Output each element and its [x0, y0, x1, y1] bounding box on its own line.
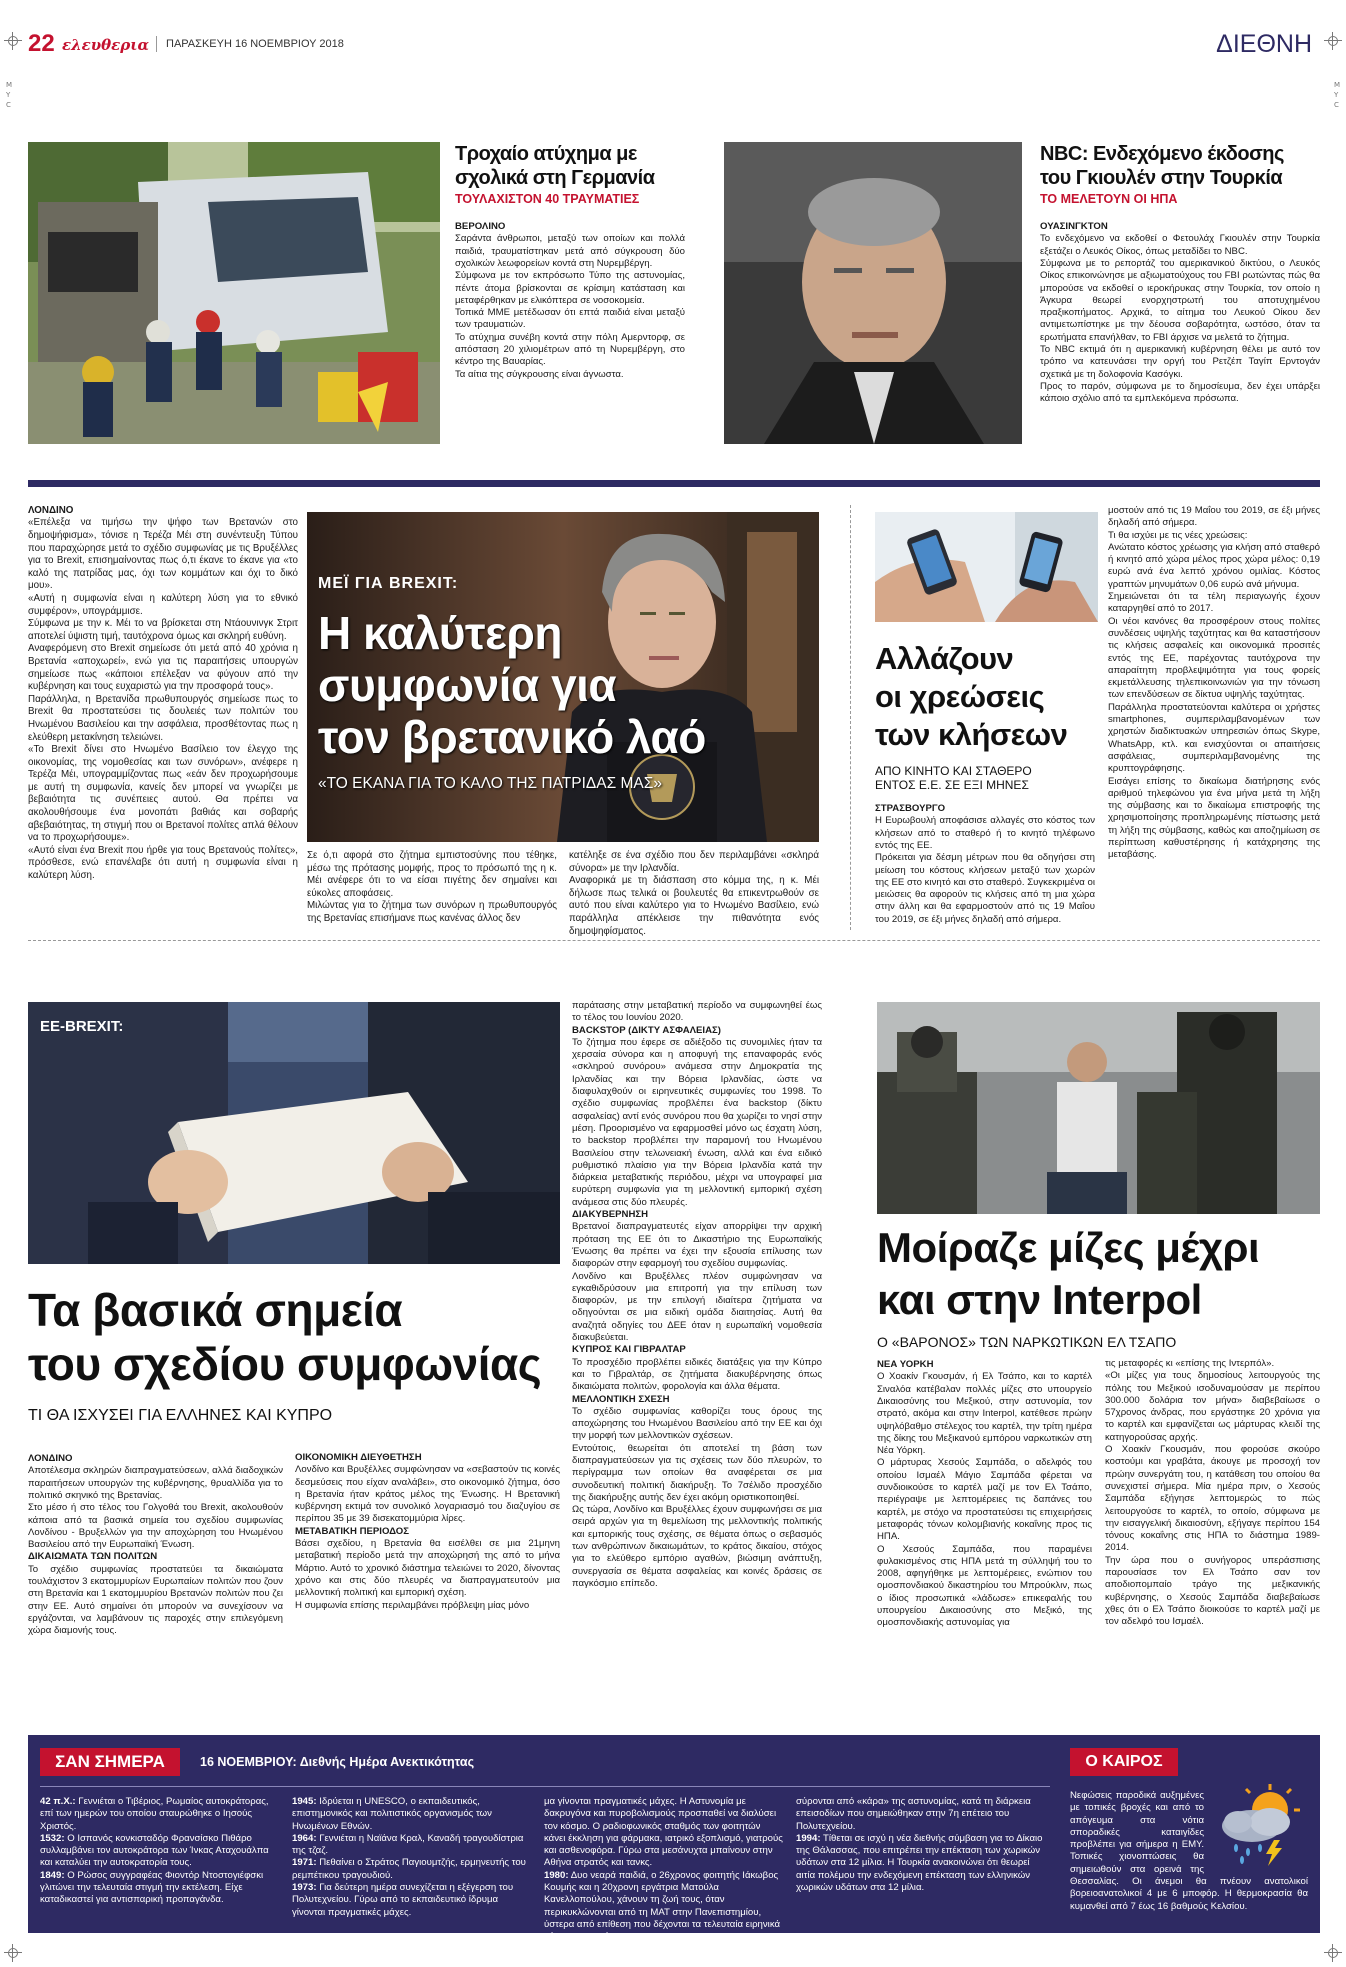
- germany-headline-line1: Τροχαίο ατύχημα με: [455, 143, 637, 165]
- paragraph: Σύμφωνα με το ρεπορτάζ του αμερικανικού δικτύου, ο Λευκός Οίκος επικοινώνησε με αξιωματούχους του FBI ρωτώντας πώς θα μπορούσε να εκδοθεί ο ιεροκήρυκας στην Τουρκία, τον οποίο η Άγκυρα θεωρεί ενορχηστρωτή του αποτυχημένου πραξικοπήματος. Αρχικά, το αίτημα του Λευκού Οίκου δεν αντιμετωπίστηκε με την δέουσα σοβαρότητα, ωστόσο, όταν τα ερωτήματα επανήλθαν, το FBI άρχισε να μελετά το ζήτημα.: [1040, 258, 1320, 343]
- paragraph: Το ζήτημα που έφερε σε αδιέξοδο τις συνομιλίες ήταν τα χερσαία σύνορα και η αποφυγή της επαναφοράς ενός «σκληρού συνόρου» ανάμεσα στην Δημοκρατία της Ιρλανδίας και την Βόρεια Ιρλανδίας, ώστε να διαφυλαχθούν οι ειρηνευτικές συμφωνίες του 1998. Το σχέδιο συμφωνίας προβλέπει ένα backstop (δίκτυ ασφαλείας) αντί ενός συνόρου που θα χωρίζει το νησί στην μέση. Προορισμένο να εφαρμοσθεί μόνο ως έσχατη λύση, το backstop προβλέπει την παραμονή του Ηνωμένου Βασιλείου στην τελωνειακή ένωση, αλλά και ένα ειδικό ρυθμιστικό πλαίσιο για την Βόρεια Ιρλανδία κατά την διάρκεια μεταβατικής περιόδου, μέχρι να υπογραφεί μια ευρύτερη συμφωνία για τη μελλοντική εμπορική σχέση ανάμεσα στις δύο πλευρές.: [572, 1036, 822, 1208]
- roaming-headline-line1: Αλλάζουν: [875, 641, 1014, 676]
- ee-brexit-subtitle: ΤΙ ΘΑ ΙΣΧΥΣΕΙ ΓΙΑ ΕΛΛΗΝΕΣ ΚΑΙ ΚΥΠΡΟ: [28, 1407, 333, 1424]
- page-header: [28, 30, 1318, 64]
- paragraph: Πρόκειται για δέσμη μέτρων που θα οδηγήσει στη μείωση του κόστους κλήσεων μεταξύ των χωρών της ΕΕ στο κινητό και στο σταθερό. Συγκεκριμένα οι μειώσεις θα αφορούν τις κλήσεις από τη μια χώρα στην άλλη και θα εφαρμοστούν από τις 19 Μαΐου του 2019, σε έξι μήνες δηλαδή από σήμερα.: [875, 852, 1095, 925]
- registration-mark-top-right: [1324, 32, 1342, 50]
- history-year: 1849:: [40, 1869, 65, 1881]
- history-entry: [40, 1870, 280, 1907]
- history-text: Πεθαίνει ο Στράτος Παγιουμτζής, ερμηνευτής του ρεμπέτικου τραγουδιού.: [292, 1857, 526, 1881]
- paragraph: παράτασης στην μεταβατική περίοδο να συμφωνηθεί έως το τέλος του Ιουνίου 2020.: [572, 1000, 822, 1024]
- chapo-subtitle: Ο «ΒΑΡΟΝΟΣ» ΤΩΝ ΝΑΡΚΩΤΙΚΩΝ ΕΛ ΤΣΑΠΟ: [877, 1334, 1177, 1350]
- history-text: Γεννιέται ο Τιβέριος, Ρωμαίος αυτοκράτορας, επί των ημερών του οποίου σταυρώθηκε ο Ιησούς Χριστός.: [40, 1796, 269, 1832]
- subheading: ΔΙΚΑΙΩΜΑΤΑ ΤΩΝ ΠΟΛΙΤΩΝ: [28, 1551, 158, 1563]
- roaming-kicker-line2: ΕΝΤΟΣ Ε.Ε. ΣΕ ΕΞΙ ΜΗΝΕΣ: [875, 778, 1029, 792]
- paragraph: Τοπικά ΜΜΕ μετέδωσαν ότι επτά παιδιά είναι μεταξύ των τραυματιών.: [455, 307, 685, 331]
- ee-brexit-kicker: ΕΕ-BREXIT:: [40, 1018, 124, 1035]
- ee-brexit-headline-line1: Τα βασικά σημεία: [28, 1284, 403, 1336]
- history-entry: [544, 1796, 784, 1870]
- paragraph: Παράλληλα, η Βρετανίδα πρωθυπουργός σημείωσε πως το Brexit θα προστατεύσει τις δουλειές των πολιτών του Ηνωμένου Βασιλείου και την ασφάλεια, προσθέτοντας πως η ελεύθερη μετακίνηση τελειώνει.: [28, 693, 298, 743]
- footer-inner-divider: [40, 1786, 1050, 1787]
- paragraph: Τα αίτια της σύγκρουσης είναι άγνωστα.: [455, 368, 624, 380]
- paragraph: «Αυτό είναι ένα Brexit που ήρθε για τους Βρετανούς πολίτες», πρόσθεσε, ενώ επανέλαβε ότι αυτή η συμφωνία είναι η καλύτερη λύση.: [28, 844, 298, 882]
- weather-text: Νεφώσεις παροδικά αυξημένες με τοπικές βροχές και από το απόγευμα στα νότια σποραδικές καταιγίδες προβλέπει για σήμερα η ΕΜΥ. Τοπικές χιονοπτώσεις θα σημειωθούν στα ορεινά της Θεσσαλίας. Οι άνεμοι θα πνέουν ανατολικοί βορειοανατολικοί 4 με 6 μποφόρ. Η θερμοκρασία θα κυμανθεί από 7 έως 16 βαθμούς Κελσίου.: [1070, 1790, 1308, 1912]
- paragraph: Ανώτατο κόστος χρέωσης για κλήση από σταθερό ή κινητό από χώρα μέλος προς χώρα μέλος: 0,19 ευρώ ανά ένα λεπτό χρόνου ομιλίας. Κόστος γραπτών μηνυμάτων 0,06 ευρώ ανά μήνυμα.: [1108, 541, 1320, 590]
- paragraph: Ως τώρα, Λονδίνο και Βρυξέλλες έχουν συμφωνήσει σε μια σειρά αρχών για τη θεμελίωση της μελλοντικής πολιτικής και εμπορικής τους σχέσης, σε θέματα όπως ο σεβασμός των ανθρώπινων δικαιωμάτων, το κράτος δικαίου, στόχος για το ελεύθερο εμπόριο αγαθών, βιώσιμη ανάπτυξη, συνεργασία σε θέματα ασφαλείας και κοινές δράσεις σε παγκόσμιο επίπεδο.: [572, 1504, 822, 1589]
- el-chapo-arrest-photo: [877, 1002, 1320, 1214]
- paragraph: Σύμφωνα με τον εκπρόσωπο Τύπο της αστυνομίας, πέντε άτομα βρίσκονται σε κρίσιμη κατάσταση και μεταφέρθηκαν με ελικόπτερα σε νοσοκομεία.: [455, 270, 685, 306]
- history-text: Ιδρύεται η UNESCO, ο εκπαιδευτικός, επιστημονικός και πολιτιστικός οργανισμός των Ηνωμένων Εθνών.: [292, 1796, 492, 1832]
- today-label: [40, 1748, 180, 1776]
- section-name: ΔΙΕΘΝΗ: [1216, 30, 1312, 58]
- chapo-col2: [1105, 1358, 1320, 1629]
- history-year: 1973:: [292, 1882, 317, 1894]
- history-entry: [796, 1796, 1050, 1833]
- history-year: 1994:: [796, 1832, 821, 1844]
- history-text: Τίθεται σε ισχύ η νέα διεθνής σύμβαση για το Δίκαιο της Θάλασσας, που επιτρέπει την επέκταση των χωρικών υδάτων στα 12 μίλια. Η Τουρκία ανακοινώνει ότι θεωρεί αιτία πολέμου την ενδεχόμενη επέκταση των ελληνικών χωρικών υδάτων στα 12 μίλια.: [796, 1832, 1043, 1894]
- ee-brexit-headline-block: [28, 1283, 568, 1425]
- may-kicker: ΜΕΪ ΓΙΑ BREXIT:: [318, 575, 459, 592]
- paragraph: Αναφερόμενη στο Brexit σημείωσε ότι μετά από 40 χρόνια η Βρετανία «αποχωρεί», ενώ για τις παραιτήσεις υπουργών σημείωσε πως «κάποιοι επέλεξαν να φύγουν από την κυβέρνηση και τους ευχαριστώ για την προσφορά τους».: [28, 643, 298, 693]
- may-quote: «ΤΟ ΕΚΑΝΑ ΓΙΑ ΤΟ ΚΑΛΟ ΤΗΣ ΠΑΤΡΙΔΑΣ ΜΑΣ»: [318, 775, 662, 792]
- mobile-phone-photo: [875, 512, 1098, 622]
- history-year: 1945:: [292, 1796, 317, 1807]
- history-year: 1980:: [544, 1869, 569, 1881]
- paragraph: Το ενδεχόμενο να εκδοθεί ο Φετουλάχ Γκιουλέν στην Τουρκία εξετάζει ο Λευκός Οίκος, όπως μεταδίδει το NBC.: [1040, 233, 1320, 257]
- paragraph: Βάσει σχεδίου, η Βρετανία θα εισέλθει σε μια 21μηνη μεταβατική περίοδο μετά την αποχώρησή της από το μήνα Μάρτιο. Αυτό το χρονικό διάστημα τελειώνει το 2020, δίνοντας χρόνο και στις δύο πλευρές να διαπραγματευτούν μια μελλοντική πολιτική και εμπορική σχέση.: [295, 1538, 560, 1599]
- paper-name: ελευθερια: [62, 36, 150, 54]
- history-entry: [40, 1833, 280, 1870]
- history-entry: [544, 1870, 784, 1944]
- history-text: σύρονται από «κάρα» της αστυνομίας, κατά τη διάρκεια επεισοδίων που σημειώθηκαν στην 7η επέτειο του Πολυτεχνείου.: [796, 1796, 1031, 1832]
- color-bar-right: M Υ C: [1333, 81, 1340, 109]
- history-entry: [292, 1796, 532, 1833]
- color-bar-left: M Υ C: [6, 81, 13, 109]
- column-divider: [850, 505, 851, 930]
- history-year: 1971:: [292, 1857, 317, 1869]
- history-year: 42 π.Χ.:: [40, 1796, 76, 1807]
- may-headline-line1: Η καλύτερη: [318, 607, 562, 659]
- paragraph: Εισάγει επίσης το δικαίωμα διατήρησης ενός αριθμού τηλεφώνου για ένα μήνα μετά τη λήξη της σύμβασης και το δικαίωμα επιστροφής της χρησιμοποίησης προπληρωμένης πίστωσης μετά τη λήξη της σύμβασης, καθώς και αποζημίωση σε περίπτωση καθυστέρησης ή κατάχρησης της μεταβάσης.: [1108, 775, 1320, 861]
- paragraph: «Αυτή η συμφωνία είναι η καλύτερη λύση για το εθνικό συμφέρον», υπογράμμισε.: [28, 592, 298, 617]
- subheading: ΔΙΑΚΥΒΕΡΝΗΣΗ: [572, 1209, 649, 1221]
- history-text: μα γίνονται πραγματικές μάχες. Η Αστυνομία με δακρυγόνα και πυροβολισμούς προσπαθεί να διαλύσει τον κόσμο. Ο ραδιοφωνικός σταθμός των φοιτητών κάνει έκκληση για φάρμακα, ιατρικό εξοπλισμό, γιατρούς και ασθενοφόρα. Γύρω στα μεσάνυχτα μπαίνουν στην Αθήνα στρατός και τανκς.: [544, 1796, 783, 1869]
- section-divider-dashed: [28, 940, 1320, 941]
- chapo-col1: [877, 1358, 1092, 1630]
- may-article-col1: [28, 504, 298, 883]
- paragraph: Το ατύχημα συνέβη κοντά στην πόλη Αμερντορφ, σε απόσταση 20 χιλιομέτρων από τη Νυρεμβέργη, στο κέντρο της Βαυαρίας.: [455, 331, 685, 368]
- paragraph: κατέληξε σε ένα σχέδιο που δεν περιλαμβάνει «σκληρά σύνορα» με την Ιρλανδία.: [569, 850, 819, 874]
- paragraph: Λονδίνο και Βρυξέλλες πλέον συμφώνησαν να εγκαθιδρύσουν μια επιτροπή για την επίλυση των διαφορών, με την επιλογή ιδιαίτερα ζητήματα να οδηγούνται σε μια ειδική ομάδα διαιτησίας. Αυτή θα αναζητά οδηγίες του ΔΕΕ όταν η ευρωπαϊκή νομοθεσία διακυβεύεται.: [572, 1270, 822, 1344]
- today-heading: [200, 1755, 474, 1769]
- paragraph: Η συμφωνία επίσης περιλαμβάνει πρόβλεψη μίας μόνο: [295, 1599, 530, 1611]
- subheading: ΟΙΚΟΝΟΜΙΚΗ ΔΙΕΥΘΕΤΗΣΗ: [295, 1452, 422, 1463]
- paragraph: Το NBC εκτιμά ότι η αμερικανική κυβέρνηση θέλει με αυτό τον τρόπο να κατευνάσει την οργή του Ρετζέπ Ταγίπ Ερντογάν σχετικά με τη δολοφονία Κασόγκι.: [1040, 344, 1320, 380]
- history-entry: [292, 1857, 532, 1882]
- paragraph: Τι θα ισχύει με τις νέες χρεώσεις:: [1108, 529, 1248, 541]
- history-col3: [544, 1796, 784, 1944]
- history-entry: [40, 1796, 280, 1833]
- nbc-headline-line1: NBC: Ενδεχόμενο έκδοσης: [1040, 143, 1284, 165]
- subheading: BACKSTOP (ΔΙΚΤΥ ΑΣΦΑΛΕΙΑΣ): [572, 1024, 721, 1036]
- paragraph: Αποτέλεσμα σκληρών διαπραγματεύσεων, αλλά διαδοχικών παραιτήσεων υπουργών της κυβέρνησης, θρυαλλίδα για το πολιτικό σκηνικό της Βρετανίας.: [28, 1465, 283, 1501]
- may-article-col3: [569, 850, 819, 938]
- chapo-headline-block: [877, 1222, 1320, 1350]
- paragraph: Εντούτοις, θεωρείται ότι αποτελεί τη βάση των διαπραγματεύσεων για τις σχέσεις των δύο πλευρών, το περίγραμμα των οποίων θα αναφέρεται σε μια συνοδευτική πολιτική διακήρυξη. Το 7σέλιδο προσχέδιο της διακήρυξης αυτής δεν έχει ακόμη οριστικοποιηθεί.: [572, 1442, 822, 1503]
- bus-crash-photo: [28, 142, 440, 444]
- dateline: ΣΤΡΑΣΒΟΥΡΓΟ: [875, 803, 946, 814]
- weather-label-text: Ο ΚΑΙΡΟΣ: [1085, 1753, 1163, 1770]
- dateline: ΝΕΑ ΥΟΡΚΗ: [877, 1359, 934, 1370]
- paragraph: Μιλώντας για το ζήτημα των συνόρων η πρωθυπουργός της Βρετανίας επισήμανε πως κανένας άλλος δεν: [307, 900, 557, 924]
- may-headline-line2: συμφωνία για: [318, 659, 617, 711]
- paragraph: Λονδίνο και Βρυξέλλες συμφώνησαν να «σεβαστούν τις κοινές δεσμεύσεις που είχαν αναλάβει», στο οικονομικό ζήτημα, όσο η Βρετανία ήταν κράτος μέλος της Ένωσης. Η Βρετανική κυβέρνηση εκτιμά τον συνολικό λογαριασμό του διαζυγίου σε περίπου 35 με 39 δισεκατομμύρια λίρες.: [295, 1464, 560, 1525]
- paragraph: «Το Brexit δίνει στο Ηνωμένο Βασίλειο τον έλεγχο της οικονομίας, της νομοθεσίας και των συνόρων», ανέφερε η Τερέζα Μέι, υπογραμμίζοντας πως «εάν δεν προχωρήσουμε με αυτή τη συμφωνία, κανείς δεν μπορεί να γνωρίζει με βεβαιότητα τις συνέπειες αυτού. Θα πρέπει να ακολουθήσουμε ένα μονοπάτι βαθιάς και σοβαρής αβεβαιότητας, τη στιγμή που οι Βρετανοί πολίτες απλά θέλουν να το προχωρήσουμε».: [28, 744, 298, 844]
- history-entry: [796, 1833, 1050, 1894]
- may-headline-block: [318, 575, 818, 845]
- history-text: Ο Ισπανός κονκισταδόρ Φρανσίσκο Πιθάρο συλλαμβάνει τον αυτοκράτορα των Ίνκας Αταχουάλπα και καταλύει την αυτοκρατορία τους.: [40, 1832, 269, 1869]
- header-separator: [156, 36, 157, 52]
- registration-mark-bottom-left: [4, 1944, 22, 1962]
- ee-brexit-col3: [572, 1000, 822, 1590]
- history-text: Ο Ρώσος συγγραφέας Φιοντόρ Ντοστογιέφσκι γλιτώνει την τελευταία στιγμή την εκτέλεση. Είχε καταδικαστεί για αντισπαρική προπαγάνδα.: [40, 1869, 264, 1906]
- registration-mark-bottom-right: [1324, 1944, 1342, 1962]
- paragraph: Την ώρα που ο συνήγορος υπεράσπισης παρουσίασε τον Ελ Τσάπο σαν τον αποδιοπομπαίο τράγο της μεξικανικής κυβέρνησης, ο Χεσούς Σαμπάδα διαβεβαίωσε χθες ότι ο Ελ Τσάπο διοικούσε το καρτέλ μαζί με τον αδελφό του Ισμαέλ.: [1105, 1554, 1320, 1628]
- paragraph: Σύμφωνα με την κ. Μέι το να βρίσκεται στη Ντάουνινγκ Στριτ αποτελεί ύψιστη τιμή, ταυτόχρονα όμως και σκληρή ευθύνη.: [28, 618, 298, 642]
- history-col1: [40, 1796, 280, 1907]
- paragraph: Ο Χεσούς Σαμπάδα, που παραμένει φυλακισμένος στις ΗΠΑ μετά τη σύλληψή του το 2008, αφηγήθηκε με λεπτομέρειες, ενώπιον του ομοσπονδιακού δικαστηρίου του Μπρούκλιν, πως ο ίδιος προσωπικά «λάδωσε» επικεφαλής του υπουργείου Δικαιοσύνης στο Μεξικό, της ομοσπονδιακής αστυνομίας για: [877, 1543, 1092, 1629]
- roaming-article-col2: [1108, 505, 1320, 862]
- registration-mark-top-left: [4, 32, 22, 50]
- paragraph: Ο Χοακίν Γκουσμάν, που φορούσε σκούρο κοστούμι και γραβάτα, άκουγε με προσοχή τον πρώην συνεργάτη του, η κατάθεση του οποίου θα συνεχιστεί σήμερα. Μία ημέρα πριν, ο Χεσούς Σαμπάδα εξήγησε λεπτομερώς το πώς λειτουργούσε το καρτέλ, το οποίο, σύμφωνα με την εισαγγελική δικαιοσύνη, εξήγαγε περίπου 154 τόνους κοκαΐνης στις ΗΠΑ το διάστημα 1989-2014.: [1105, 1444, 1320, 1554]
- history-entry: [292, 1882, 532, 1919]
- subheading: ΜΕΤΑΒΑΤΙΚΗ ΠΕΡΙΟΔΟΣ: [295, 1525, 410, 1537]
- paragraph: Αναφορικά με τη διάσπαση στο κόμμα της, η κ. Μέι δήλωσε πως τελικά οι βουλευτές θα επικεντρωθούν σε αυτό που είναι καλύτερο για το Ηνωμένο Βασίλειο, ενώ παράλληλα απέκλεισε την πιθανότητα ενός δημοψηφίσματος.: [569, 875, 819, 937]
- paragraph: Ο Χοακίν Γκουσμάν, ή Ελ Τσάπο, και το καρτέλ Σιναλόα κατέβαλαν πολλές μίζες στο υπουργείο Δικαιοσύνης του Μεξικού, στην αστυνομία, τον στρατό, ακόμα και στην Interpol, κατέθεσε πρώην υψηλόβαθμο στέλεχος του καρτέλ, την τρίτη ημέρα της δίκης του Μεξικανού εμπόρου ναρκωτικών στη Νέα Υόρκη.: [877, 1371, 1092, 1457]
- nbc-article: [1040, 142, 1320, 447]
- paragraph: Προς το παρόν, σύμφωνα με το δημοσίευμα, δεν έχει υπάρξει κάποιο σχόλιο από τα εμπλεκόμενα πρόσωπα.: [1040, 380, 1320, 405]
- paragraph: Σαράντα άνθρωποι, μεταξύ των οποίων και πολλά παιδιά, τραυματίστηκαν μετά από σύγκρουση δύο σχολικών λεωφορείων κοντά στη Νυρεμβέργη.: [455, 233, 685, 269]
- history-col4: [796, 1796, 1050, 1894]
- nbc-headline-line2: του Γκιουλέν στην Τουρκία: [1040, 167, 1283, 189]
- may-headline-line3: τον βρετανικό λαό: [318, 711, 706, 763]
- brexit-document-photo: [28, 1002, 560, 1264]
- paragraph: «Επέλεξα να τιμήσω την ψήφο των Βρετανών στο δημοψήφισμα», τόνισε η Τερέζα Μέι στη συνέντευξη Τύπου που παραχώρησε μετά το σχέδιο συμφωνίας με τις Βρυξέλλες για το Brexit, επισημαίνοντας πως ό,τι έκανε το έκανε για «το καλό της πατρίδας μας, όχι των κομμάτων και όχι το δικό μου».: [28, 517, 298, 592]
- paragraph: Παράλληλα προστατεύονται καλύτερα οι χρήστες smartphones, συμπεριλαμβανομένων των χρηστών διαδικτυακών υπηρεσιών όπως Skype, WhatsApp, κτλ. και ενισχύονται οι απαιτήσεις ασφάλειας, συμπεριλαμβανομένης της κρυπτογράφησης.: [1108, 701, 1320, 775]
- paragraph: «Οι μίζες για τους δημοσίους λειτουργούς της πόλης του Μεξικού ισοδυναμούσαν με περίπου 300.000 δολάρια τον μήνα» διαβεβαίωσε ο 57χρονος άνδρας, που εργάστηκε 20 χρόνια για το καρτέλ και εμφανίζεται ως μάρτυρας κλειδί της κατηγορούσας αρχής.: [1105, 1370, 1320, 1443]
- dateline: ΒΕΡΟΛΙΝΟ: [455, 221, 506, 232]
- ee-brexit-col2: [295, 1452, 560, 1612]
- paragraph: Στο μέσο ή στο τέλος του Γολγοθά του Brexit, ακολουθούν κάποια από τα βασικά σημεία του σχεδίου συμφωνίας Λονδίνου - Βρυξελλών για την αποχώρηση του Ηνωμένου Βασιλείου από την Ευρωπαϊκή Ένωση.: [28, 1502, 283, 1551]
- nbc-kicker: ΤΟ ΜΕΛΕΤΟΥΝ ΟΙ ΗΠΑ: [1040, 192, 1178, 206]
- paragraph: Σε ό,τι αφορά στο ζήτημα εμπιστοσύνης που τέθηκε, μέσω της πρότασης μομφής, προς το πρόσωπό της η κ. Μέι ανέφερε ότι το να είσαι πιγέτης δεν σημαίνει και εύκολες αποφάσεις.: [307, 850, 557, 899]
- paragraph: Βρετανοί διαπραγματευτές είχαν απορρίψει την αρχική πρόταση της ΕΕ ότι το Δικαστήριο της Ευρωπαϊκής Ένωσης θα πρέπει να έχει την εξουσία επίλυσης των διαφορών στην εφαρμογή του σχεδίου συμφωνίας.: [572, 1221, 822, 1270]
- paragraph: Σημειώνεται ότι τα τέλη περιαγωγής έχουν καταργηθεί από το 2017.: [1108, 591, 1320, 615]
- history-year: 1532:: [40, 1832, 65, 1844]
- chapo-headline-line1: Μοίραζε μίζες μέχρι: [877, 1224, 1260, 1271]
- subheading: ΜΕΛΛΟΝΤΙΚΗ ΣΧΕΣΗ: [572, 1393, 670, 1405]
- history-entry: [292, 1833, 532, 1858]
- weather-icon-spacer: [1204, 1790, 1308, 1874]
- may-article-col2: [307, 850, 557, 926]
- history-col2: [292, 1796, 532, 1919]
- paragraph: Οι νέοι κανόνες θα προσφέρουν στους πολίτες συνδέσεις υψηλής ταχύτητας και θα καταστήσουν τις κλήσεις ασφαλείς και οικονομικά προσιτές εντός της ΕΕ, παρέχοντας ταυτόχρονα την απαραίτητη προβλεψιμότητα για τους φορείς εκμετάλλευσης τηλεπικοινωνιών για την τόνωση των επενδύσεων σε δίκτυα υψηλής ταχύτητας.: [1108, 615, 1320, 701]
- history-text: Για δεύτερη ημέρα συνεχίζεται η εξέγερση του Πολυτεχνείου. Γύρω από το εκπαιδευτικό ίδρυμα γίνονται πραγματικές μάχες.: [292, 1882, 514, 1918]
- today-date: 16 ΝΟΕΜΒΡΙΟΥ:: [200, 1755, 297, 1769]
- today-day: Διεθνής Ημέρα Ανεκτικότητας: [299, 1755, 475, 1769]
- roaming-kicker-line1: ΑΠΟ ΚΙΝΗΤΟ ΚΑΙ ΣΤΑΘΕΡΟ: [875, 764, 1032, 778]
- paragraph: Το σχέδιο συμφωνίας προστατεύει τα δικαιώματα τουλάχιστον 3 εκατομμυρίων Ευρωπαίων πολιτών που ζουν στη Βρετανία και 1 εκατομμυρίου Βρετανών πολιτών που ζει στην ΕΕ. Αυτό σημαίνει ότι μπορούν να συνεχίσουν να εργάζονται, να λαμβάνουν τις παροχές στην επιλεγόμενη χώρα διαμονής τους.: [28, 1563, 283, 1637]
- roaming-article: [875, 640, 1095, 940]
- history-text: Γεννιέται η Ναϊάνα Κραλ, Καναδή τραγουδίστρια της τζαζ.: [292, 1832, 524, 1857]
- paragraph: Το σχέδιο συμφωνίας καθορίζει τους όρους της αποχώρησης του Ηνωμένου Βασιλείου από την ΕΕ και όχι την μορφή των μελλοντικών σχέσεων.: [572, 1405, 822, 1442]
- roaming-headline-line2: οι χρεώσεις: [875, 679, 1045, 714]
- germany-article: [455, 142, 685, 447]
- issue-date: ΠΑΡΑΣΚΕΥΗ 16 ΝΟΕΜΒΡΙΟΥ 2018: [166, 38, 344, 50]
- history-text: Δυο νεαρά παιδιά, ο 26χρονος φοιτητής Ιάκωβος Κουμής και η 20χρονη εργάτρια Ματούλα Κανελλοπούλου, χάνουν τη ζωή τους, όταν περικυκλώνονται από τη ΜΑΤ στην Πανεπιστημίου, ύστερα από επίθεση που δέχονται τα τελευταία ειρηνικά μέρη της συγκέντρωσης.: [544, 1869, 781, 1943]
- germany-headline-line2: σχολικά στη Γερμανία: [455, 167, 655, 189]
- history-year: 1964:: [292, 1832, 317, 1844]
- paragraph: Ο μάρτυρας Χεσούς Σαμπάδα, ο αδελφός του οποίου Ισμαέλ Μάγιο Σαμπάδα φέρεται να συνδιοικούσε το καρτέλ μαζί με τον Ελ Τσάπο, περιέγραψε με λεπτομέρειες τις δαπάνες του καρτέλ, με στόχο να προστατεύσει τις επιχειρήσεις μεταφοράς τόνων κολομβιανής κοκαΐνης προς τις ΗΠΑ.: [877, 1457, 1092, 1543]
- paragraph: μοστούν από τις 19 Μαΐου του 2019, σε έξι μήνες δηλαδή από σήμερα.: [1108, 505, 1320, 529]
- roaming-headline-line3: των κλήσεων: [875, 717, 1068, 752]
- page-number: 22: [28, 30, 55, 57]
- dateline: ΟΥΑΣΙΝΓΚΤΟΝ: [1040, 221, 1108, 232]
- today-label-text: ΣΑΝ ΣΗΜΕΡΑ: [55, 1752, 165, 1771]
- ee-brexit-headline-line2: του σχεδίου συμφωνίας: [28, 1338, 542, 1390]
- gulen-portrait-photo: [724, 142, 1022, 444]
- dateline: ΛΟΝΔΙΝΟ: [28, 505, 74, 516]
- paragraph: τις μεταφορές κι «επίσης της Ιντερπόλ».: [1105, 1358, 1275, 1369]
- chapo-headline-line2: και στην Interpol: [877, 1276, 1202, 1323]
- section-divider: [28, 480, 1320, 487]
- paragraph: Το προσχέδιο προβλέπει ειδικές διατάξεις για την Κύπρο και το Γιβραλτάρ, σε ζητήματα διακυβέρνησης όπως δικαιώματα πολιτών, φορολογία και άλλα θέματα.: [572, 1356, 822, 1393]
- paragraph: Η Ευρωβουλή αποφάσισε αλλαγές στο κόστος των κλήσεων από το σταθερό ή το κινητό τηλέφωνο εντός της ΕΕ.: [875, 815, 1095, 851]
- ee-brexit-col1: [28, 1452, 283, 1638]
- dateline: ΛΟΝΔΙΝΟ: [28, 1453, 73, 1464]
- subheading: ΚΥΠΡΟΣ ΚΑΙ ΓΙΒΡΑΛΤΑΡ: [572, 1344, 686, 1356]
- germany-kicker: ΤΟΥΛΑΧΙΣΤΟΝ 40 ΤΡΑΥΜΑΤΙΕΣ: [455, 192, 640, 206]
- weather-label: [1070, 1748, 1178, 1776]
